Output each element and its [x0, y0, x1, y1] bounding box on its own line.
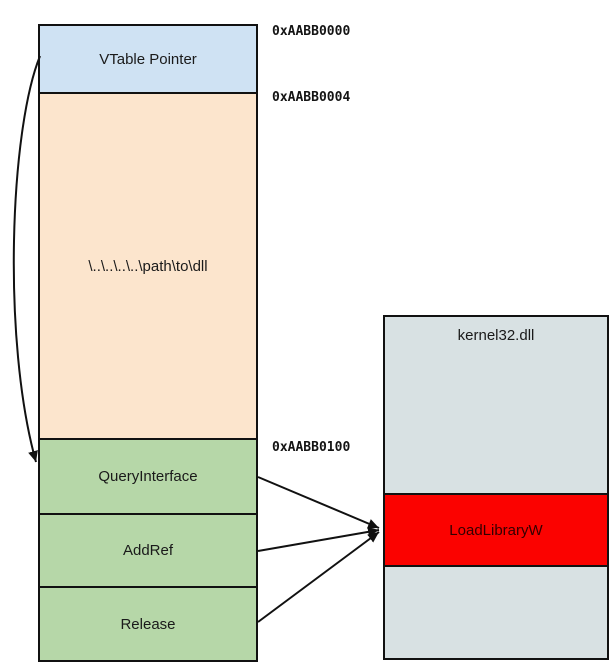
- queryinterface-block: [40, 440, 256, 515]
- com-object-memory-column: [38, 24, 258, 662]
- address-label-vtable: 0xAABB0000: [272, 24, 351, 39]
- release-label: Release: [120, 615, 176, 633]
- dll-path-string-block: [40, 94, 256, 440]
- kernel32-dll-block: [383, 315, 609, 660]
- addref-label: AddRef: [122, 542, 174, 559]
- kernel32-title: kernel32.dll: [457, 327, 535, 344]
- address-label-vtable-methods: 0xAABB0100: [272, 440, 351, 455]
- loadlibraryw-label: LoadLibraryW: [449, 521, 543, 539]
- arrow-addref-to-loadlibraryw: [258, 530, 379, 551]
- vtable-pointer-label: VTable Pointer: [99, 50, 197, 68]
- addref-block: [40, 515, 256, 588]
- vtable-pointer-block: [40, 26, 256, 94]
- arrow-queryinterface-to-loadlibraryw: [258, 477, 379, 528]
- loadlibraryw-highlight-block: [385, 493, 607, 567]
- arrow-release-to-loadlibraryw: [258, 532, 379, 622]
- dll-path-label: \..\..\..\..\path\to\dll: [88, 257, 208, 275]
- address-label-path: 0xAABB0004: [272, 90, 351, 105]
- queryinterface-label: QueryInterface: [98, 468, 198, 485]
- release-block: [40, 588, 256, 660]
- arrow-vtable-to-methods: [14, 56, 40, 462]
